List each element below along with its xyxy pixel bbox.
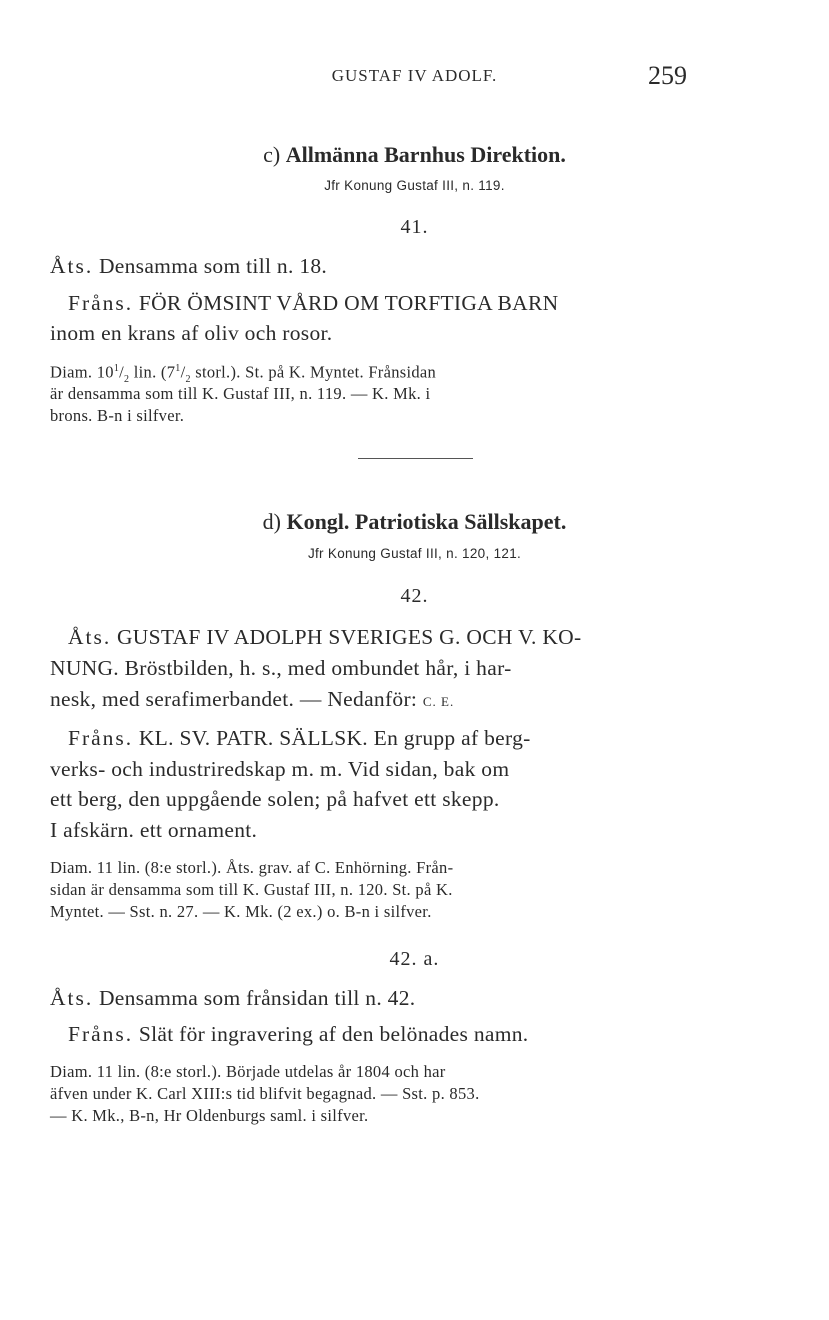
page-number: 259 [648,61,687,90]
section-divider [358,458,473,459]
running-title: GUSTAF IV ADOLF. [331,66,498,85]
obverse-text: Densamma som frånsidan till n. 42. [98,986,416,1010]
obverse-label: Åts. [68,625,112,649]
diameter-42-line1: Diam. 11 lin. (8:e storl.). Åts. grav. af C. Enhörning. Från- [50,858,454,877]
reverse-text: FÖR ÖMSINT VÅRD OM TORFTIGA BARN [138,291,559,315]
section-c-reference: Jfr Konung Gustaf III, n. 119. [324,178,505,193]
reverse-42-line4: I afskärn. ett ornament. [50,818,258,842]
diameter-41-line1: Diam. $10^1/_2$ lin. ($7^1/_2$ storl.). St. på K. Myntet. Frånsidan [50,362,437,385]
reverse-42-line2: verks- och industriredskap m. m. Vid sidan, bak om [50,757,510,781]
section-d-heading [0,509,829,535]
section-c-title: Allmänna Barnhus Direktion. [285,142,566,167]
reverse-text: KL. SV. PATR. SÄLLSK. En grupp af berg- [138,726,531,750]
diameter-42a-line2: äfven under K. Carl XIII:s tid blifvit begagnad. — Sst. p. 853. [50,1084,480,1103]
obverse-42-line2: NUNG. Bröstbilden, h. s., med ombundet hår, i har- [50,656,512,680]
diameter-42-line2: sidan är densamma som till K. Gustaf III, n. 120. St. på K. [50,880,453,899]
reverse-42a [68,1024,803,1046]
reverse-41-line1 [68,293,803,315]
diameter-42-line3: Myntet. — Sst. n. 27. — K. Mk. (2 ex.) o. B-n i silfver. [50,902,432,921]
reverse-text: Slät för ingravering af den belönades namn. [138,1022,529,1046]
obverse-label: Åts. [50,254,94,278]
diameter-42a-line1: Diam. 11 lin. (8:e storl.). Började utdelas år 1804 och har [50,1062,446,1081]
reverse-41-line2: inom en krans af oliv och rosor. [50,321,333,345]
obverse-42a [50,988,785,1010]
reverse-label: Fråns. [68,726,134,750]
section-d-title: Kongl. Patriotiska Sällskapet. [286,509,567,534]
obverse-text: GUSTAF IV ADOLPH SVERIGES G. OCH V. KO- [116,625,582,649]
section-d-reference: Jfr Konung Gustaf III, n. 120, 121. [307,546,522,561]
section-c-letter: c) [263,142,281,167]
section-d-letter: d) [262,509,281,534]
reverse-42-line3: ett berg, den uppgående solen; på hafvet ett skepp. [50,787,500,811]
medal-number-42: 42. [400,585,429,607]
medal-number-41: 41. [400,216,429,238]
obverse-42-line1 [68,627,803,649]
reverse-42-line1 [68,728,803,750]
reverse-label: Fråns. [68,291,134,315]
obverse-41 [50,256,785,278]
diameter-42a-line3: — K. Mk., B-n, Hr Oldenburgs saml. i silfver. [50,1106,369,1125]
section-c-heading [0,142,829,168]
diameter-41-line3: brons. B-n i silfver. [50,406,185,425]
obverse-label: Åts. [50,986,94,1010]
reverse-label: Fråns. [68,1022,134,1046]
obverse-text: Densamma som till n. 18. [98,254,328,278]
medal-number-42a: 42. a. [389,948,440,970]
obverse-42-line3: nesk, med serafimerbandet. — Nedanför: C. E. [50,687,455,711]
diameter-41-line2: är densamma som till K. Gustaf III, n. 119. — K. Mk. i [50,384,431,403]
